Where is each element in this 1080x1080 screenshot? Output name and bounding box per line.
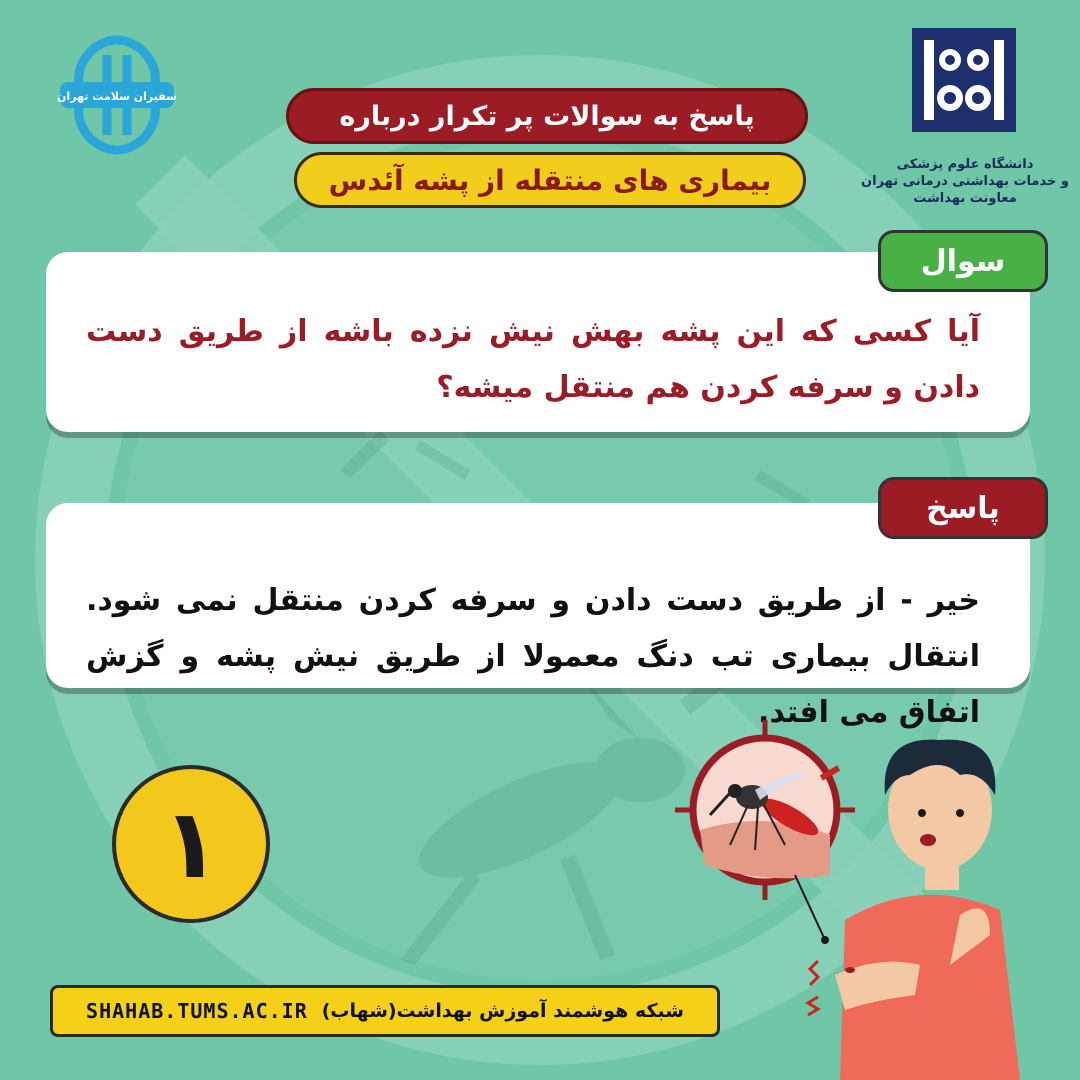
person-scratching-illustration <box>660 715 1060 1080</box>
university-line-1: دانشگاه علوم پزشکی <box>896 157 1034 172</box>
answer-text: خیر - از طریق دست دادن و سرفه کردن منتقل نمی شود. انتقال بیماری تب دنگ معمولا از طریق نیش پشه و گزش اتفاق می افتد. <box>86 583 980 730</box>
question-label: سوال <box>878 230 1048 292</box>
person-figure <box>808 740 1020 1080</box>
footer-url-link[interactable]: SHAHAB.TUMS.AC.IR <box>86 999 308 1023</box>
university-name <box>860 156 1070 207</box>
tums-logo-icon <box>910 26 1018 134</box>
safiran-salamat-logo <box>52 30 182 160</box>
crosshair-target-icon <box>675 720 855 900</box>
title-line-2: بیماری های منتقله از پشه آئدس <box>294 152 806 208</box>
answer-label: پاسخ <box>878 477 1048 539</box>
university-line-3: معاونت بهداشت <box>913 191 1017 206</box>
question-text: آیا کسی که این پشه بهش نیش نزده باشه از طریق دست دادن و سرفه کردن هم منتقل میشه؟ <box>86 314 980 405</box>
title-line-1: پاسخ به سوالات پر تکرار درباره <box>286 88 808 144</box>
number-badge: ۱ <box>112 765 270 923</box>
svg-text:سفیران سلامت تهران: سفیران سلامت تهران <box>57 90 177 103</box>
university-line-2: و خدمات بهداشتی درمانی تهران <box>861 174 1069 189</box>
footer-banner <box>50 985 720 1037</box>
footer-network-text: شبکه هوشمند آموزش بهداشت(شهاب) <box>321 1000 684 1022</box>
